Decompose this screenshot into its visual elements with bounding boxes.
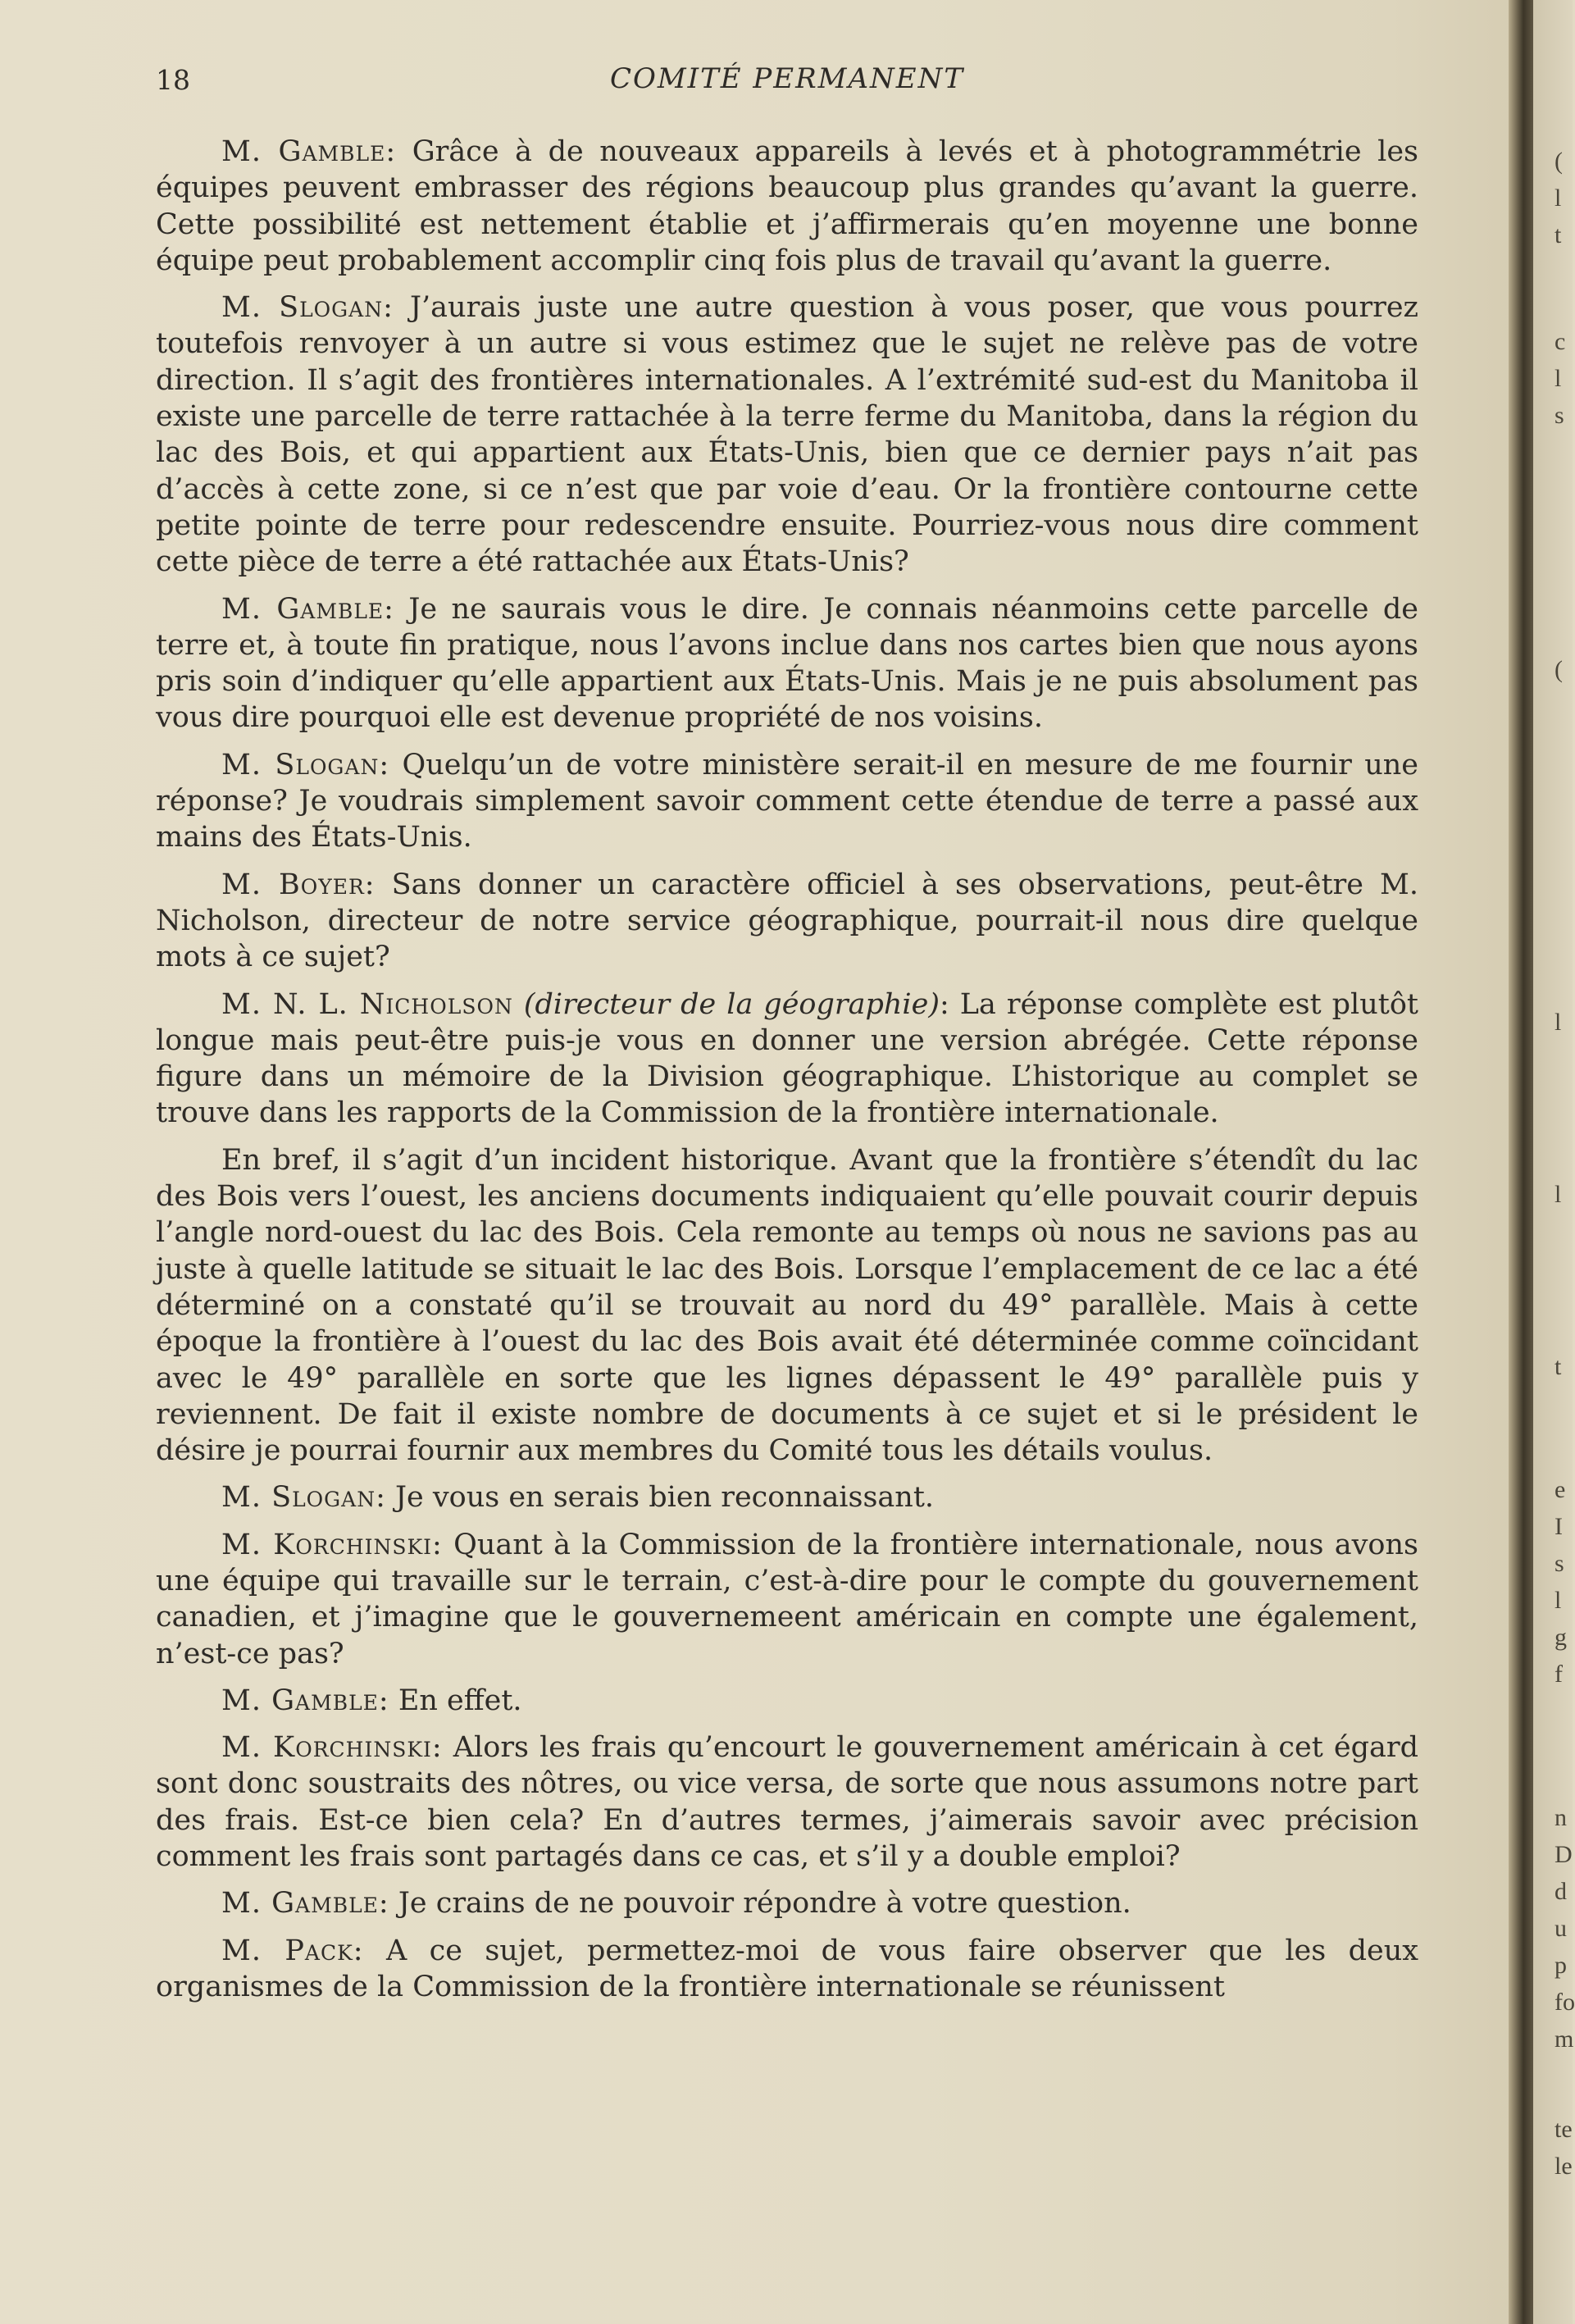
facing-page-char: n bbox=[1555, 1804, 1567, 1831]
paragraph-text: Quant à la Commission de la frontière internationale, nous avons une équipe qui travaille sur le terrain, c’est-à-dire pour le compte du gouvernement canadien, et j’imagine que le gouvernemeent américain en compte une également, n’est-ce pas? bbox=[156, 1528, 1418, 1670]
paragraph-text: : La réponse complète est plutôt longue mais peut-être puis-je vous en donner une version abrégée. Cette réponse figure dans un mémoire de la Division géographique. L’historique au complet se trouve dans les rapports de la Commission de la frontière internationale. bbox=[156, 987, 1418, 1130]
facing-page-char: u bbox=[1555, 1915, 1567, 1942]
speaker-name: M. Slogan: bbox=[221, 1481, 386, 1515]
facing-page-char: d bbox=[1555, 1878, 1567, 1905]
facing-page-char: l bbox=[1555, 1181, 1562, 1208]
facing-page-char: m bbox=[1555, 2026, 1574, 2053]
facing-page-char: l bbox=[1555, 1009, 1562, 1036]
facing-page-char: l bbox=[1555, 365, 1562, 392]
facing-page-char: l bbox=[1555, 185, 1562, 212]
speaker-name: M. Gamble: bbox=[221, 1887, 389, 1921]
page-number: 18 bbox=[156, 64, 190, 96]
speaker-name: M. Slogan: bbox=[221, 291, 394, 325]
page-body bbox=[156, 134, 1418, 2016]
speaker-name: M. Gamble: bbox=[221, 135, 397, 168]
facing-page-char: D bbox=[1555, 1841, 1573, 1868]
paragraph-5 bbox=[156, 867, 1418, 976]
facing-page-char: te bbox=[1555, 2116, 1573, 2143]
book-gutter bbox=[1509, 0, 1533, 2324]
paragraph-10 bbox=[156, 1683, 1418, 1719]
facing-page-char: I bbox=[1555, 1513, 1563, 1540]
speaker-name: M. Korchinski: bbox=[221, 1731, 443, 1765]
facing-page-char: le bbox=[1555, 2153, 1573, 2180]
paragraph-text: A ce sujet, permettez-moi de vous faire observer que les deux organismes de la Commission de la frontière internationale se réunissent bbox=[156, 1934, 1418, 2003]
facing-page-char: f bbox=[1555, 1661, 1563, 1688]
facing-page-char: ( bbox=[1555, 656, 1563, 683]
facing-page-char: s bbox=[1555, 402, 1564, 429]
paragraph-text: Je vous en serais bien reconnaissant. bbox=[385, 1481, 935, 1515]
paragraph-2 bbox=[156, 289, 1418, 580]
speaker-name: M. Korchinski: bbox=[221, 1528, 443, 1561]
paragraph-8 bbox=[156, 1479, 1418, 1515]
facing-page-char: l bbox=[1555, 1587, 1562, 1614]
paragraph-text: J’aurais juste une autre question à vous poser, que vous pourrez toutefois renvoyer à un autre si vous estimez que le sujet ne relève pas de votre direction. Il s’agit des frontières internationales. A l’extrémité sud-est du Manitoba il existe une parcelle de terre rattachée à la terre ferme du Manitoba, dans la région du lac des Bois, et qui appartient aux États-Unis, bien que ce dernier pays n’ait pas d’accès à cette zone, si ce n’est que par voie d’eau. Or la frontière contourne cette petite pointe de terre pour redescendre ensuite. Pourriez-vous nous dire comment cette pièce de terre a été rattachée aux États-Unis? bbox=[156, 291, 1418, 579]
speaker-name: M. Slogan: bbox=[221, 748, 390, 782]
paragraph-text: En effet. bbox=[389, 1684, 522, 1717]
paragraph-text: Grâce à de nouveaux appareils à levés et à photogrammétrie les équipes peuvent embrasser des régions beaucoup plus grandes qu’avant la guerre. Cette possibilité est nettement établie et j’affirmerais qu’en moyenne une bonne équipe peut probablement accomplir cinq fois plus de travail qu’avant la guerre. bbox=[156, 135, 1418, 277]
paragraph-7 bbox=[156, 1142, 1418, 1470]
facing-page-char: t bbox=[1555, 1353, 1562, 1380]
paragraph-text: Quelqu’un de votre ministère serait-il en mesure de me fournir une réponse? Je voudrais simplement savoir comment cette étendue de terre a passé aux mains des États-Unis. bbox=[156, 748, 1418, 854]
paragraph-3 bbox=[156, 591, 1418, 736]
paragraph-9 bbox=[156, 1527, 1418, 1672]
paragraph-text: Alors les frais qu’encourt le gouvernement américain à cet égard sont donc soustraits des nôtres, ou vice versa, de sorte que nous assumons notre part des frais. Est-ce bien cela? En d’autres termes, j’aimerais savoir avec précision comment les frais sont partagés dans ce cas, et s’il y a double emploi? bbox=[156, 1731, 1418, 1874]
facing-page-char: fo bbox=[1555, 1989, 1575, 2016]
speaker-name: M. Gamble: bbox=[221, 1684, 389, 1717]
paragraph-1 bbox=[156, 134, 1418, 279]
paragraph-13 bbox=[156, 1933, 1418, 2006]
paragraph-text: Je ne saurais vous le dire. Je connais néanmoins cette parcelle de terre et, à toute fin pratique, nous l’avons inclue dans nos cartes bien que nous ayons pris soin d’indiquer qu’elle appartient aux États-Unis. Mais je ne puis absolument pas vous dire pourquoi elle est devenue propriété de nos voisins. bbox=[156, 592, 1418, 735]
speaker-role: (directeur de la géographie) bbox=[523, 987, 940, 1021]
speaker-name: M. Gamble: bbox=[221, 592, 394, 626]
paragraph-4 bbox=[156, 747, 1418, 856]
paragraph-6 bbox=[156, 987, 1418, 1132]
facing-page-char: ( bbox=[1555, 148, 1563, 175]
speaker-name: M. N. L. Nicholson bbox=[221, 987, 513, 1021]
page-header bbox=[156, 61, 1418, 102]
speaker-name: M. Boyer: bbox=[221, 868, 376, 901]
facing-page-char: t bbox=[1555, 221, 1562, 248]
speaker-name: M. Pack: bbox=[221, 1934, 364, 1967]
paragraph-text: Je crains de ne pouvoir répondre à votre question. bbox=[389, 1887, 1131, 1921]
paragraph-11 bbox=[156, 1729, 1418, 1875]
facing-page-char: p bbox=[1555, 1952, 1567, 1979]
facing-page-char: g bbox=[1555, 1624, 1567, 1651]
facing-page-char: s bbox=[1555, 1550, 1564, 1577]
facing-page-char: c bbox=[1555, 328, 1566, 355]
paragraph-12 bbox=[156, 1885, 1418, 1921]
paragraph-text: En bref, il s’agit d’un incident historique. Avant que la frontière s’étendît du lac des Bois vers l’ouest, les anciens documents indiquaient qu’elle pouvait courir depuis l’angle nord-ouest du lac des Bois. Cela remonte au temps où nous ne savions pas au juste à quelle latitude se situait le lac des Bois. Lorsque l’emplacement de ce lac a été déterminé on a constaté qu’il se trouvait au nord du 49° parallèle. Mais à cette époque la frontière à l’ouest du lac des Bois avait été déterminée comme coïncidant avec le 49° parallèle en sorte que les lignes dépassent le 49° parallèle puis y reviennent. De fait il existe nombre de documents à ce sujet et si le président le désire je pourrai fournir aux membres du Comité tous les détails voulus. bbox=[156, 1143, 1418, 1468]
running-head: COMITÉ PERMANENT bbox=[609, 62, 965, 95]
facing-page-char: e bbox=[1555, 1476, 1566, 1503]
paragraph-text: Sans donner un caractère officiel à ses observations, peut-être M. Nicholson, directeur de notre service géographique, pourrait-il nous dire quelque mots à ce sujet? bbox=[156, 868, 1418, 974]
